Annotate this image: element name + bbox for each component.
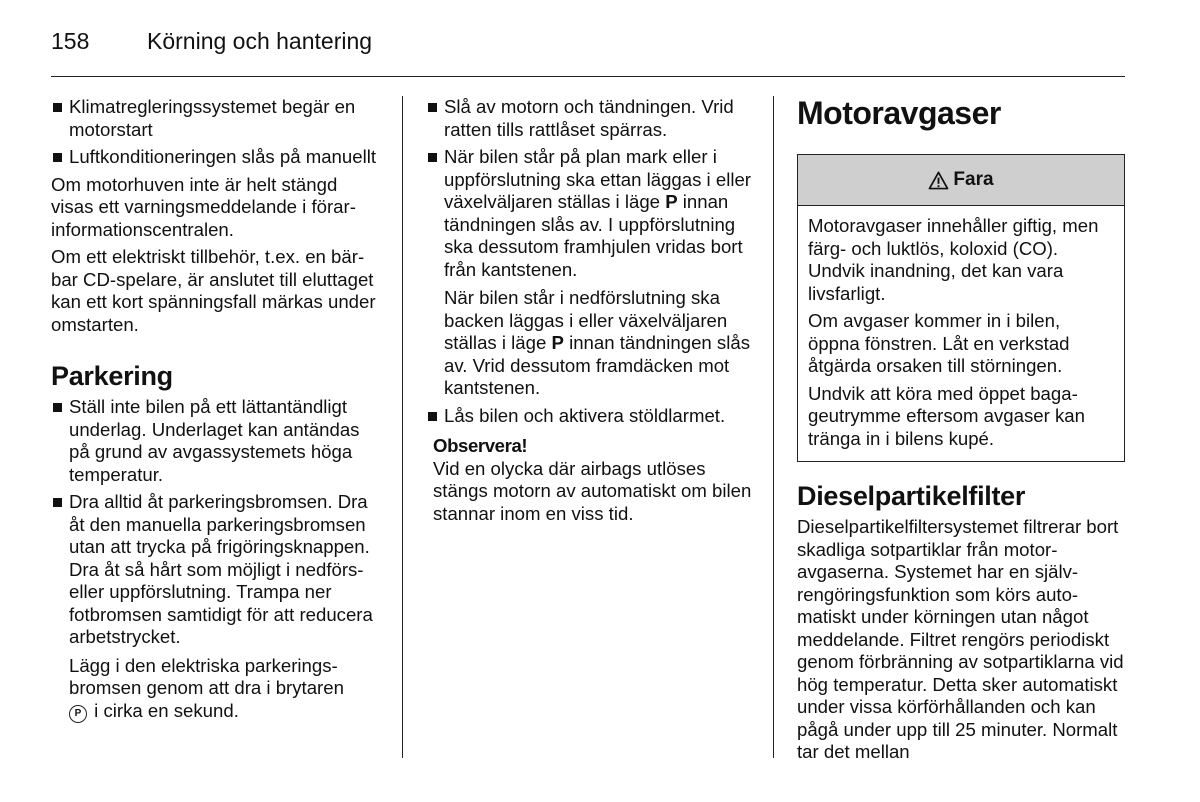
list-item: Ställ inte bilen på ett lättantändligt underlag. Underlaget kan antändas på grund av avgassystemets höga temperatur. — [51, 396, 384, 486]
note-title: Observera! — [433, 435, 528, 456]
list-item — [426, 146, 756, 400]
list-item: Lås bilen och aktivera stöldlarmet. — [426, 405, 756, 428]
sub-paragraph-text: När bilen står i nedförslutning ska backen läggas i eller växelväljaren ställas i läge — [444, 287, 728, 353]
list-item: Luftkonditioneringen slås på manuellt — [51, 146, 384, 169]
warning-paragraph: Om avgaser kommer in i bilen, öppna fönstren. Låt en verkstad åtgärda orsaken till störningen. — [808, 310, 1070, 376]
list-item — [51, 491, 384, 723]
column-left — [51, 96, 384, 728]
bullet-list — [426, 96, 756, 427]
gear-position: P — [665, 191, 678, 212]
list-item: Klimatregleringssystemet begär en motorstart — [51, 96, 384, 141]
warning-box — [797, 154, 1125, 462]
heading-dieselpartikelfilter: Dieselpartikelfilter — [797, 481, 1026, 511]
warning-paragraph: Undvik att köra med öppet bagageutrymme eftersom avgaser kan tränga in i bilens kupé. — [808, 382, 1085, 449]
column-divider — [773, 96, 774, 758]
bullet-list — [51, 396, 384, 723]
note-text: Vid en olycka där airbags utlöses stängs motorn av automatiskt om bilen stannar inom en viss tid. — [433, 457, 752, 524]
heading-motoravgaser: Motoravgaser — [797, 95, 1001, 131]
warning-paragraph: Motoravgaser innehåller giftig, men färg- och luktlös, koloxid (CO). Undvik inandning, det kan vara livsfarligt. — [808, 215, 1099, 304]
list-item: Slå av motorn och tändningen. Vrid ratten tills rattlåset spärras. — [426, 96, 756, 141]
sub-paragraph-text: innan tändningen slås av. Vrid dessutom framdäcken mot kantstenen. — [444, 332, 750, 398]
section-title: Körning och hantering — [147, 28, 373, 54]
gear-position: P — [551, 332, 564, 353]
list-item-text: När bilen står på plan mark eller i uppförslutning ska ettan läggas i eller växelväljaren ställas i läge — [444, 146, 751, 212]
warning-title: Fara — [953, 168, 994, 190]
warning-body — [798, 206, 1124, 461]
parking-brake-icon: P — [69, 705, 87, 723]
column-middle — [426, 96, 756, 525]
heading-parkering: Parkering — [51, 361, 173, 391]
page-number: 158 — [51, 28, 90, 54]
paragraph: Dieselpartikelfiltersystemet filtrerar bort skadliga sotpartiklar från motoravgaserna. Systemet har en självrengöringsfunktion som körs automatiskt under körningen utan något meddelande. Filtret rengörs periodiskt genom förbränning av sotpartiklarna vid hög temperatur. Detta sker automatiskt under vissa körförhållanden och kan pågå under upp till 25 minuter. Normalt tar det mellan — [797, 516, 1124, 762]
list-item-text: Dra alltid åt parkeringsbromsen. Dra åt den manuella parkeringsbromsen utan att trycka på frigöringsknappen. Dra åt så hårt som möjligt i nedförs- eller uppförslutning. Trampa ner fotbromsen samtidigt för att reducera arbetstrycket. — [69, 491, 373, 647]
sub-paragraph — [444, 287, 756, 400]
warning-triangle-icon — [928, 171, 949, 190]
column-divider — [402, 96, 403, 758]
column-right — [797, 94, 1127, 769]
page-header — [51, 24, 1125, 77]
paragraph: Om motorhuven inte är helt stängd visas ett varningsmeddelande i förarinformationscentralen. — [51, 173, 356, 240]
list-item-text: innan tändningen slås av. I uppförslutning ska dessutom framhjulen vridas bort från kantstenen. — [444, 191, 743, 280]
paragraph: Om ett elektriskt tillbehör, t.ex. en bärbar CD-spelare, är anslutet till eluttaget kan ett kort spänningsfall märkas under omstarten. — [51, 246, 376, 335]
warning-header — [798, 155, 1124, 206]
bullet-list — [51, 96, 384, 169]
sub-paragraph-text: i cirka en sekund. — [89, 699, 239, 721]
sub-paragraph-text: Lägg i den elektriska parkeringsbromsen genom att dra i brytaren — [69, 654, 344, 698]
sub-paragraph — [69, 655, 384, 723]
